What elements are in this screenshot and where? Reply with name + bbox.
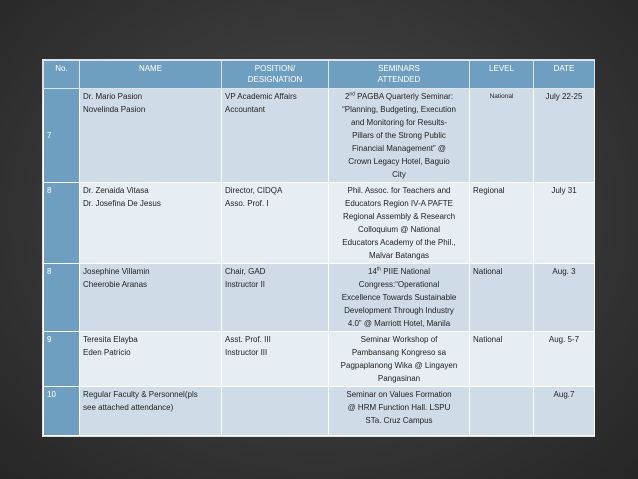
header-name: [80, 61, 222, 89]
row-number: 10: [47, 390, 56, 399]
seminar-line: and Monitoring for Results-: [350, 118, 448, 127]
seminar-ordinal-suffix: th: [376, 266, 382, 273]
table-row: [44, 89, 595, 183]
header-name-label: NAME: [138, 64, 163, 73]
row-number: 9: [47, 335, 52, 344]
row-number-cell: [44, 89, 80, 183]
date-value: July 31: [551, 186, 577, 195]
date-cell: [534, 183, 595, 264]
level-value: Regional: [473, 186, 505, 195]
header-position-line1: POSITION/: [254, 64, 296, 73]
seminar-line: Phil. Assoc. for Teachers and: [347, 186, 451, 195]
header-position: [222, 61, 329, 89]
seminar-cell: [329, 332, 470, 387]
seminar-line: Malvar Batangas: [368, 251, 430, 260]
header-date-label: DATE: [553, 64, 575, 73]
position-cell: [222, 264, 329, 332]
position-cell: [222, 183, 329, 264]
seminar-ordinal: 2: [344, 92, 350, 101]
seminar-line: City: [392, 170, 406, 179]
level-value: National: [489, 93, 514, 100]
header-seminars: [329, 61, 470, 89]
row-number-cell: [44, 183, 80, 264]
name-line: Novelinda Pasion: [83, 105, 146, 114]
name-cell: [80, 332, 222, 387]
seminar-line: Financial Management” @: [352, 144, 446, 153]
name-line: Dr. Zenaida Vitasa: [83, 186, 149, 195]
seminar-ordinal-suffix: nd: [349, 91, 355, 98]
level-cell: [470, 387, 534, 436]
seminar-cell: [329, 183, 470, 264]
level-value: National: [473, 267, 503, 276]
seminar-line: Pambansang Kongreso sa: [351, 348, 447, 357]
row-number-cell: [44, 332, 80, 387]
seminar-line: Excellence Towards Sustainable: [341, 293, 457, 302]
date-value: July 22-25: [545, 92, 583, 101]
seminar-line: Educators Region IV-A PAFTE: [345, 199, 453, 208]
date-value: Aug. 3: [552, 267, 576, 276]
seminar-line: Crown Legacy Hotel, Baguio: [348, 157, 450, 166]
position-cell: [222, 387, 329, 436]
seminar-line: Pagpaplanong Wika @ Lingayen: [340, 361, 458, 370]
header-position-line2: DESIGNATION: [247, 75, 303, 84]
header-date: [534, 61, 595, 89]
header-seminars-line2: ATTENDED: [377, 75, 421, 84]
position-cell: [222, 89, 329, 183]
seminar-line: Congress:“Operational: [358, 280, 440, 289]
seminar-line: Seminar Workshop of: [360, 335, 438, 344]
header-no: [44, 61, 80, 89]
level-cell: [470, 264, 534, 332]
seminars-table: [43, 60, 595, 436]
seminar-line: PAGBA Quarterly Seminar:: [354, 92, 454, 101]
position-line: Chair, GAD: [225, 267, 266, 276]
row-number-cell: [44, 387, 80, 436]
header-level-label: LEVEL: [489, 64, 514, 73]
seminar-line: “Planning, Budgeting, Execution: [342, 105, 456, 114]
level-cell: [470, 332, 534, 387]
date-cell: [534, 264, 595, 332]
header-level: [470, 61, 534, 89]
position-line: VP Academic Affairs: [225, 92, 297, 101]
name-line: see attached attendance): [83, 403, 174, 412]
name-line: Teresita Elayba: [83, 335, 138, 344]
level-value: National: [473, 335, 503, 344]
seminars-table-container: [42, 59, 595, 437]
seminar-line: Regional Assembly & Research: [342, 212, 456, 221]
table-row: [44, 183, 595, 264]
date-cell: [534, 89, 595, 183]
seminar-line: Pillars of the Strong Public: [352, 131, 446, 140]
seminar-line: STa. Cruz Campus: [365, 416, 433, 425]
header-no-label: No.: [55, 64, 68, 73]
position-line: Instructor III: [225, 348, 268, 357]
table-row: [44, 264, 595, 332]
table-row: [44, 332, 595, 387]
name-cell: [80, 89, 222, 183]
level-cell: [470, 183, 534, 264]
position-cell: [222, 332, 329, 387]
seminar-line: PIIE National: [381, 267, 430, 276]
row-number: 8: [47, 186, 52, 195]
date-value: Aug.7: [553, 390, 575, 399]
seminar-line: Pangasinan: [377, 374, 421, 383]
seminar-cell: [329, 387, 470, 436]
seminar-line: 4.0” @ Marriott Hotel, Manila: [347, 319, 451, 328]
name-line: Eden Patricio: [83, 348, 131, 357]
name-line: Josephine Villamin: [83, 267, 150, 276]
position-line: Accountant: [225, 105, 266, 114]
row-number-cell: [44, 264, 80, 332]
header-row: [44, 61, 595, 89]
date-cell: [534, 332, 595, 387]
seminar-line: Seminar on Values Formation: [346, 390, 452, 399]
seminar-line: @ HRM Function Hall. LSPU: [347, 403, 451, 412]
row-number: 7: [47, 131, 52, 140]
position-line: Instructor II: [225, 280, 266, 289]
seminar-line: Development Through Industry: [344, 306, 454, 315]
name-cell: [80, 387, 222, 436]
name-line: Cheerobie Aranas: [83, 280, 148, 289]
seminar-line: Colloquium @ National: [358, 225, 440, 234]
seminar-ordinal: 14: [368, 267, 377, 276]
name-line: Dr. Mario Pasion: [83, 92, 143, 101]
position-line: Asst. Prof. III: [225, 335, 271, 344]
date-cell: [534, 387, 595, 436]
name-line: Dr. Josefina De Jesus: [83, 199, 161, 208]
position-line: Asso. Prof. I: [225, 199, 269, 208]
position-line: Director, CIDQA: [225, 186, 283, 195]
name-line: Regular Faculty & Personnel(pls: [83, 390, 198, 399]
seminar-cell: [329, 264, 470, 332]
date-value: Aug. 5-7: [548, 335, 580, 344]
row-number: 8: [47, 267, 52, 276]
name-cell: [80, 183, 222, 264]
name-cell: [80, 264, 222, 332]
seminar-cell: [329, 89, 470, 183]
table-row: [44, 387, 595, 436]
seminar-line: Educators Academy of the Phil.,: [342, 238, 456, 247]
level-cell: [470, 89, 534, 183]
header-seminars-line1: SEMINARS: [378, 64, 420, 73]
